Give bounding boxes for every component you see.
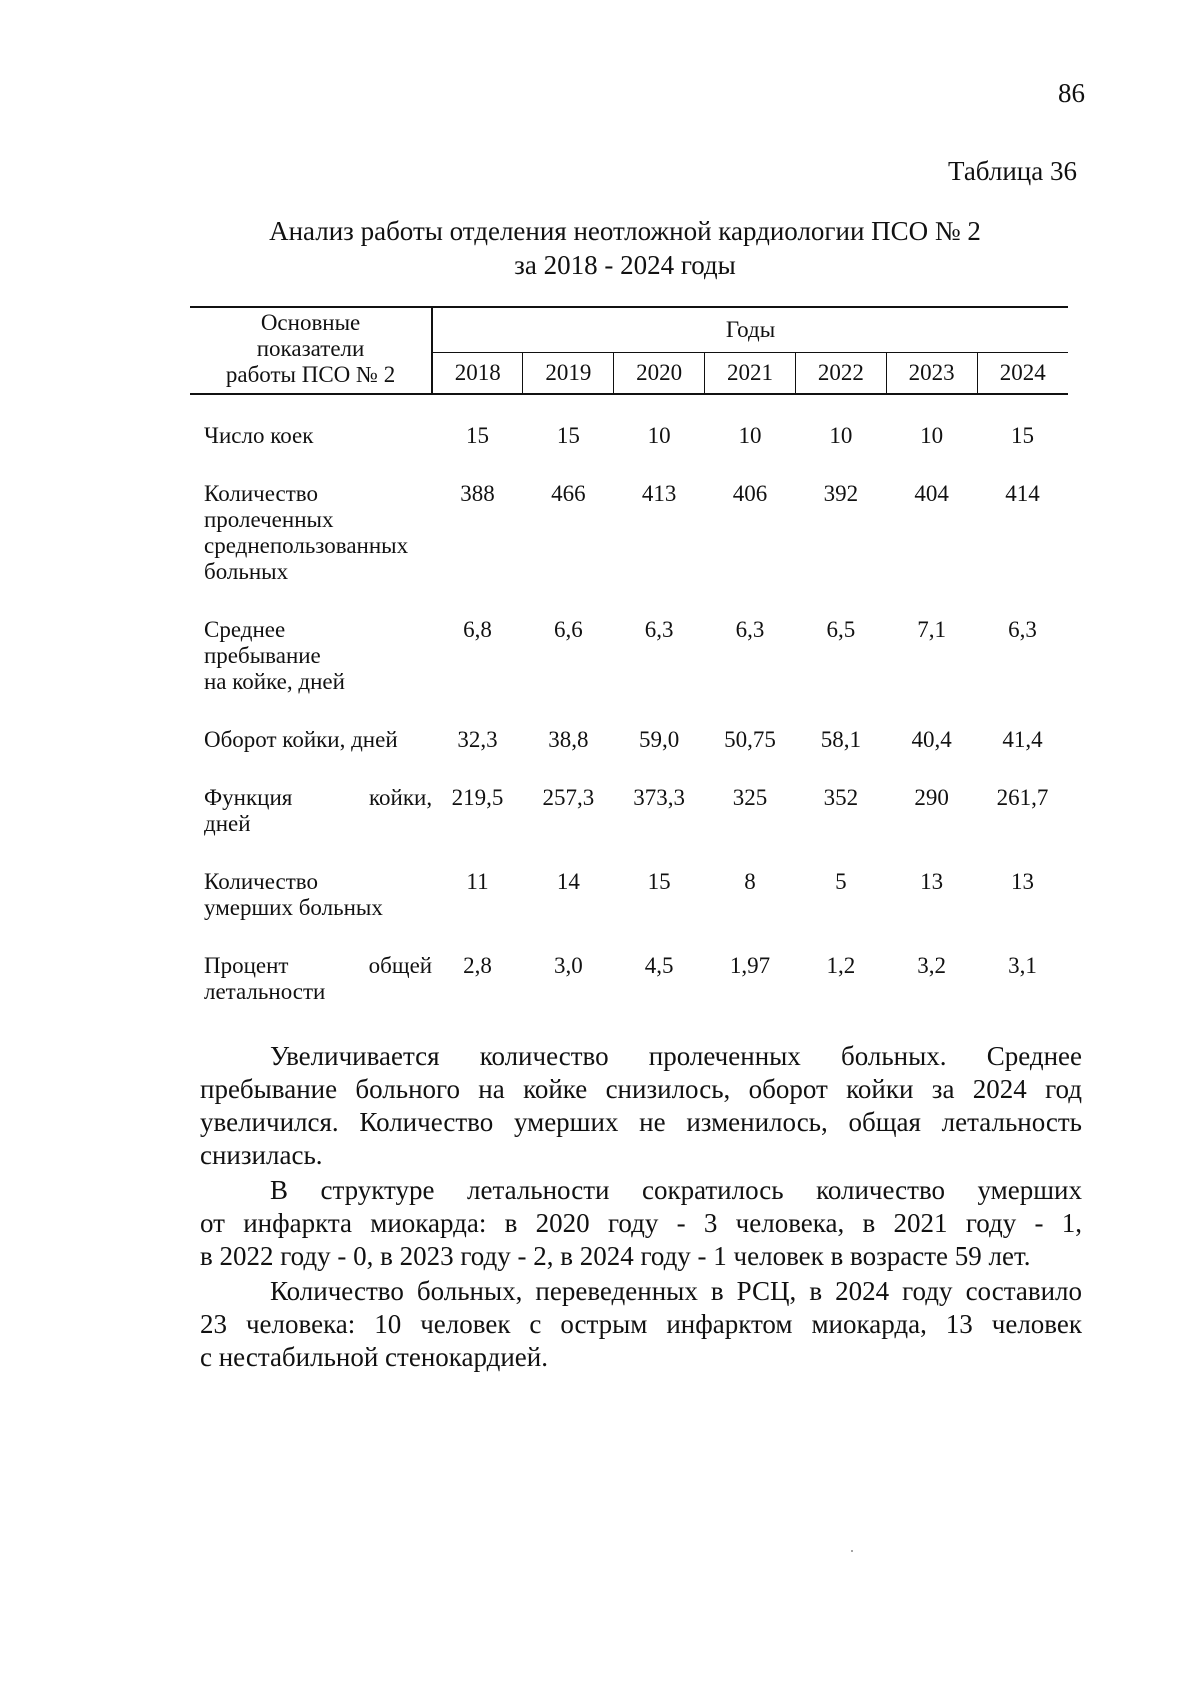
table-cell: 392: [823, 481, 859, 506]
row-label-line: Число коек: [204, 423, 314, 448]
table-cell: 6,6: [553, 617, 583, 642]
table-cell: 40,4: [911, 727, 952, 752]
table-cell: 6,3: [1008, 617, 1037, 642]
row-label-line: Оборот койки, дней: [204, 727, 398, 752]
paragraph-line: Увеличивается количество пролеченных больных. Среднее: [270, 1041, 1082, 1071]
table-cell: 3,0: [553, 953, 583, 978]
table-cell: 2,8: [463, 953, 492, 978]
paragraph: [200, 1174, 1082, 1273]
paragraph-line: В структуре летальности сократилось количество умерших: [270, 1175, 1082, 1205]
row-label-line: пребывание: [204, 643, 321, 668]
table-cell: 3,1: [1008, 953, 1037, 978]
table-row: [190, 785, 1068, 869]
header-year: 2018: [432, 353, 523, 395]
header-year: 2023: [886, 353, 977, 395]
header-indicators: [190, 307, 432, 394]
table-cell: 6,8: [463, 617, 492, 642]
table-cell: 388: [460, 481, 495, 506]
table-cell: 10: [738, 423, 762, 448]
table-cell: 257,3: [542, 785, 595, 810]
table-cell: 219,5: [451, 785, 504, 810]
paragraph-line: 23 человека: 10 человек с острым инфарктом миокарда, 13 человек: [200, 1309, 1082, 1339]
row-label: [190, 423, 432, 481]
table-row: [190, 953, 1068, 1037]
page-number: 86: [1058, 78, 1085, 108]
row-label-line: больных: [204, 559, 289, 584]
table-cell: 1,97: [729, 953, 771, 978]
header-year: 2019: [523, 353, 614, 395]
table-cell: 15: [466, 423, 489, 448]
table-cell: 5: [835, 869, 847, 894]
row-label-line: среднепользованных: [204, 533, 409, 558]
paragraph-line: в 2022 году - 0, в 2023 году - 2, в 2024 году - 1 человек в возрасте 59 лет.: [200, 1241, 1031, 1271]
table-cell: 41,4: [1002, 727, 1043, 752]
table-cell: 15: [647, 869, 671, 894]
header-year: 2020: [614, 353, 705, 395]
table-cell: 404: [914, 481, 949, 506]
paragraph-line: от инфаркта миокарда: в 2020 году - 3 человека, в 2021 году - 1,: [200, 1208, 1082, 1238]
table-row: [190, 617, 1068, 727]
table-row: [190, 481, 1068, 617]
table-cell: 261,7: [996, 785, 1049, 810]
table-cell: 6,5: [826, 617, 856, 642]
header-indicators-line: показатели: [256, 336, 365, 361]
table-cell: 406: [732, 481, 768, 506]
row-label: [190, 481, 432, 617]
table-cell: 373,3: [633, 785, 686, 810]
table-cell: 14: [556, 869, 580, 894]
paragraph-line: снизилась.: [200, 1140, 323, 1170]
row-label: [190, 785, 432, 869]
row-label-line: на койке, дней: [204, 669, 345, 694]
header-indicators-line: работы ПСО № 2: [225, 362, 396, 387]
row-label: [190, 869, 432, 953]
table-label: Таблица 36: [948, 156, 1077, 186]
row-label-line: умерших больных: [204, 895, 383, 920]
table-cell: 466: [551, 481, 586, 506]
scan-speck: [851, 1550, 853, 1552]
row-label: [190, 617, 432, 727]
paragraph-line: пребывание больного на койке снизилось, оборот койки за 2024 год: [200, 1074, 1082, 1104]
header-year: 2024: [977, 353, 1068, 395]
table-cell: 15: [1011, 423, 1035, 448]
paragraph-line: Количество больных, переведенных в РСЦ, в 2024 году составило: [270, 1276, 1082, 1306]
header-year: 2022: [795, 353, 886, 395]
paragraph: [200, 1040, 1082, 1172]
header-indicators-line: Основные: [260, 310, 361, 335]
row-label: [190, 953, 432, 1037]
table-cell: 13: [1011, 869, 1035, 894]
row-label-line: пролеченных: [204, 507, 334, 532]
table-cell: 1,2: [826, 953, 856, 978]
table-cell: 50,75: [724, 727, 776, 752]
table-cell: 32,3: [457, 727, 498, 752]
table-cell: 6,3: [644, 617, 674, 642]
statistics-table: [190, 306, 1068, 1037]
table-title-line: за 2018 - 2024 годы: [514, 250, 736, 280]
row-label-line: дней: [204, 811, 251, 836]
row-label: [190, 727, 432, 785]
row-label-line: Количество: [204, 869, 318, 894]
table-cell: 10: [829, 423, 853, 448]
row-label-line: Процент общей: [204, 953, 433, 978]
row-label-line: летальности: [204, 979, 326, 1004]
row-label-line: Количество: [204, 481, 318, 506]
header-years-group: Годы: [432, 307, 1068, 353]
table-row: [190, 869, 1068, 953]
table-cell: 352: [823, 785, 859, 810]
table-cell: 290: [914, 785, 949, 810]
table-cell: 15: [556, 423, 580, 448]
table-cell: 414: [1005, 481, 1040, 506]
header-year: 2021: [705, 353, 796, 395]
paragraph-line: увеличился. Количество умерших не изменилось, общая летальность: [200, 1107, 1082, 1137]
table-cell: 58,1: [820, 727, 861, 752]
table-cell: 11: [466, 869, 489, 894]
table-title: [190, 214, 1060, 282]
table-cell: 8: [744, 869, 756, 894]
table-row: [190, 727, 1068, 785]
row-label-line: Среднее: [204, 617, 286, 642]
table-row: [190, 423, 1068, 481]
paragraph: [200, 1275, 1082, 1374]
row-label-line: Функция койки,: [204, 785, 433, 810]
table-cell: 38,8: [548, 727, 589, 752]
table-cell: 413: [641, 481, 677, 506]
table-title-line: Анализ работы отделения неотложной кардиологии ПСО № 2: [269, 216, 981, 246]
table-cell: 6,3: [735, 617, 765, 642]
table-cell: 7,1: [917, 617, 947, 642]
table-cell: 4,5: [644, 953, 674, 978]
table-cell: 59,0: [639, 727, 680, 752]
table-cell: 10: [647, 423, 671, 448]
paragraph-line: с нестабильной стенокардией.: [200, 1342, 548, 1372]
table-cell: 3,2: [917, 953, 947, 978]
table-cell: 13: [920, 869, 944, 894]
table-cell: 325: [732, 785, 768, 810]
table-cell: 10: [920, 423, 944, 448]
body-text: [200, 1040, 1082, 1376]
